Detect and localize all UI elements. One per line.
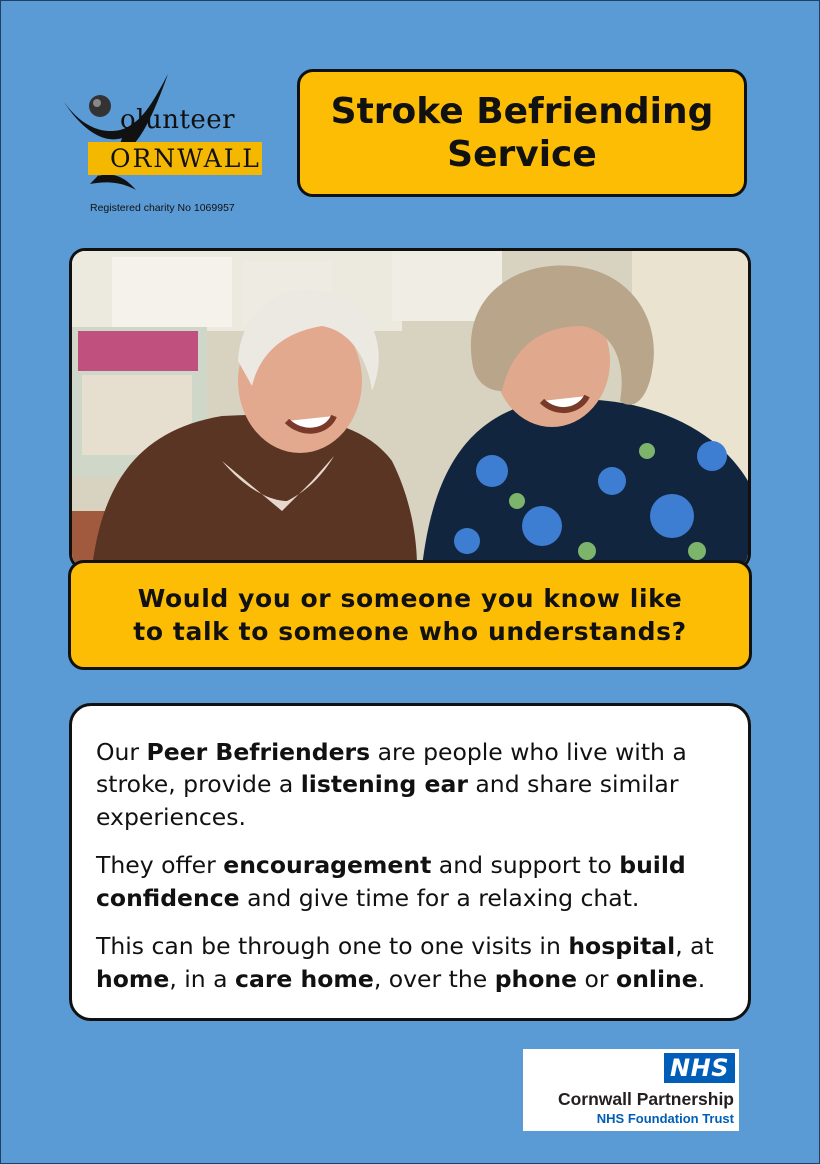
bold-phrase: care home xyxy=(235,964,374,993)
text-run: Our xyxy=(96,738,147,766)
logo-word-volunteer: olunteer xyxy=(120,105,236,135)
bold-phrase: phone xyxy=(494,964,578,993)
charity-number: Registered charity No 1069957 xyxy=(90,202,235,214)
volunteer-figure-icon xyxy=(62,72,268,202)
logo-word-cornwall: ORNWALL xyxy=(110,144,261,173)
text-run: They offer xyxy=(96,851,224,880)
title-panel xyxy=(297,69,747,197)
bold-phrase: encouragement xyxy=(223,851,432,880)
photo-image xyxy=(72,251,748,567)
bold-phrase: listening ear xyxy=(300,770,468,799)
text-run: are people who live with a stroke, provide a xyxy=(96,738,687,799)
text-run: and share similar experiences. xyxy=(96,770,679,831)
question-line-2: to talk to someone who understands? xyxy=(133,617,687,646)
nhs-cornwall-partnership-logo xyxy=(523,1049,739,1131)
question-banner xyxy=(68,560,752,670)
text-run: , in a xyxy=(169,964,236,993)
bold-phrase: hospital xyxy=(568,932,676,961)
info-panel xyxy=(69,703,751,1021)
nhs-badge: NHS xyxy=(664,1053,735,1083)
info-paragraph-1 xyxy=(96,736,724,833)
text-run: and give time for a relaxing chat. xyxy=(239,883,640,912)
info-paragraph-2 xyxy=(96,849,724,914)
page-title: Stroke Befriending Service xyxy=(330,90,714,175)
bold-phrase: online xyxy=(616,964,698,993)
text-run: This can be through one to one visits in xyxy=(96,932,569,961)
question-text xyxy=(133,582,686,648)
text-run: , at xyxy=(675,932,714,961)
info-paragraph-3 xyxy=(96,930,724,995)
bold-phrase: home xyxy=(96,964,170,993)
photo-two-women-laughing xyxy=(69,248,751,570)
nhs-org-name: Cornwall Partnership xyxy=(557,1089,734,1109)
text-run: . xyxy=(697,964,706,993)
text-run: or xyxy=(577,964,617,993)
text-run: , over the xyxy=(373,964,495,993)
question-line-1: Would you or someone you know like xyxy=(137,584,683,613)
nhs-trust-name: NHS Foundation Trust xyxy=(596,1111,734,1126)
volunteer-cornwall-logo xyxy=(62,72,268,222)
text-run: and support to xyxy=(431,851,620,880)
bold-phrase: build confidence xyxy=(96,851,686,912)
bold-phrase: Peer Befrienders xyxy=(146,738,371,766)
